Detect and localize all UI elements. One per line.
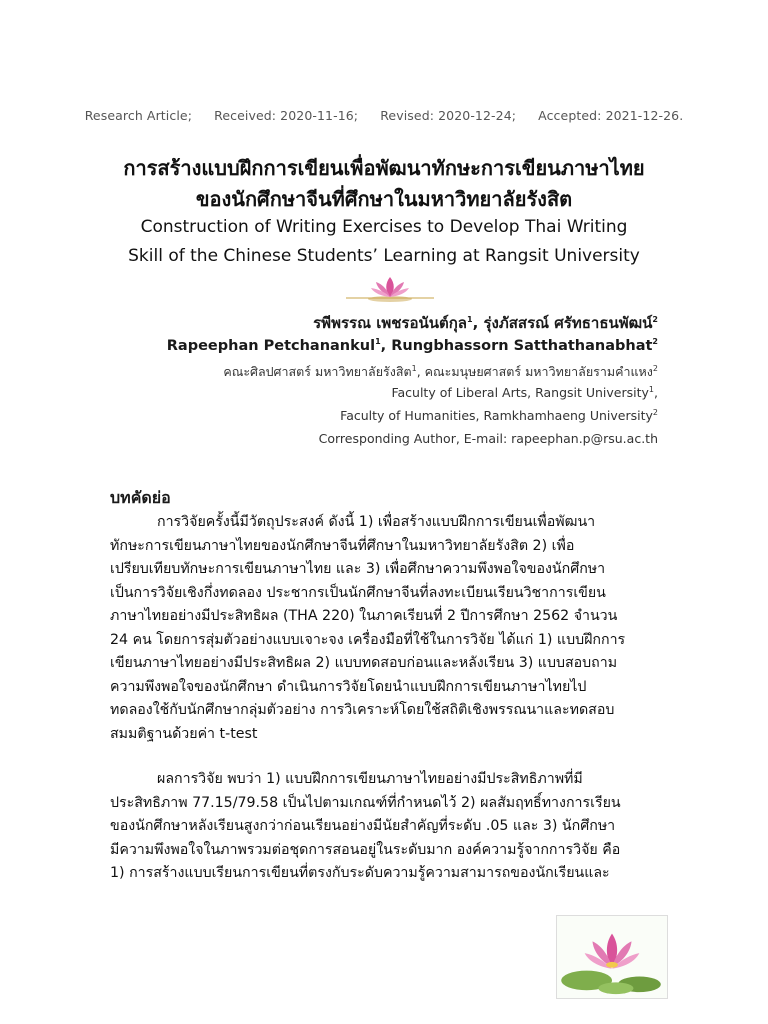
text-line: ทักษะการเขียนภาษาไทยของนักศึกษาจีนที่ศึกษาในมหาวิทยาลัยรังสิต 2) เพื่อ xyxy=(110,537,575,554)
abstract-paragraph-1 xyxy=(110,511,658,746)
affiliation-english-2: Faculty of Humanities, Ramkhamhaeng University$^2$ xyxy=(340,408,658,424)
text-line: 1) การสร้างแบบเรียนการเขียนที่ตรงกับระดับความรู้ความสามารถของนักเรียนและ xyxy=(110,865,610,881)
text-line: เปรียบเทียบทักษะการเขียนภาษาไทย และ 3) เพื่อศึกษาความพึงพอใจของนักศึกษา xyxy=(110,561,606,577)
abstract-paragraph-2 xyxy=(110,768,658,886)
article-meta xyxy=(0,108,768,123)
text-line: เขียนภาษาไทยอย่างมีประสิทธิผล 2) แบบทดสอบก่อนและหลังเรียน 3) แบบสอบถาม xyxy=(110,655,618,671)
abstract-heading: บทคัดย่อ xyxy=(110,488,171,507)
authors-thai: รพีพรรณ เพชรอนันต์กุล$^1$, รุ่งภัสสรณ์ ศรัทธาธนพัฒน์$^2$ xyxy=(313,314,658,332)
text-line: ผลการวิจัย พบว่า 1) แบบฝึกการเขียนภาษาไทยอย่างมีประสิทธิภาพที่มี xyxy=(157,771,583,787)
revised-date: Revised: 2020-12-24; xyxy=(380,108,517,123)
text-line: ของนักศึกษาหลังเรียนสูงกว่าก่อนเรียนอย่างมีนัยสำคัญที่ระดับ .05 และ 3) นักศึกษา xyxy=(110,818,616,834)
text-line: 24 คน โดยการสุ่มตัวอย่างแบบเจาะจง เครื่องมือที่ใช้ในการวิจัย ได้แก่ 1) แบบฝึกการ xyxy=(110,631,626,648)
text-line: ทดลองใช้กับนักศึกษากลุ่มตัวอย่าง การวิเคราะห์โดยใช้สถิติเชิงพรรณนาและทดสอบ xyxy=(110,702,615,718)
text-line: เป็นการวิจัยเชิงกึ่งทดลอง ประชากรเป็นนักศึกษาจีนที่ลงทะเบียนเรียนวิชาการเขียน xyxy=(110,584,606,601)
text-line: การวิจัยครั้งนี้มีวัตถุประสงค์ ดังนี้ 1) เพื่อสร้างแบบฝึกการเขียนเพื่อพัฒนา xyxy=(157,514,596,530)
text-line: สมมติฐานด้วยค่า t-test xyxy=(110,725,258,742)
title-thai-line1: การสร้างแบบฝึกการเขียนเพื่อพัฒนาทักษะการเขียนภาษาไทย xyxy=(123,156,645,180)
corresponding-author: Corresponding Author, E-mail: rapeephan.p@rsu.ac.th xyxy=(318,431,658,446)
text-line: ภาษาไทยอย่างมีประสิทธิผล (THA 220) ในภาคเรียนที่ 2 ปีการศึกษา 2562 จำนวน xyxy=(110,608,618,624)
text-line: มีความพึงพอใจในภาพรวมต่อชุดการสอนอยู่ในระดับมาก องค์ความรู้จากการวิจัย คือ xyxy=(110,841,621,858)
title-thai-line2: ของนักศึกษาจีนที่ศึกษาในมหาวิทยาลัยรังสิต xyxy=(195,187,573,211)
received-date: Received: 2020-11-16; xyxy=(214,108,359,123)
lotus-ornament-icon xyxy=(344,273,436,305)
affiliation-thai: คณะศิลปศาสตร์ มหาวิทยาลัยรังสิต$^1$, คณะมนุษยศาสตร์ มหาวิทยาลัยรามคำแหง$^2$ xyxy=(223,363,658,379)
accepted-date: Accepted: 2021-12-26. xyxy=(538,108,684,123)
title-english-line2: Skill of the Chinese Students’ Learning at Rangsit University xyxy=(128,246,640,266)
title-english-line1: Construction of Writing Exercises to Develop Thai Writing xyxy=(140,217,628,237)
text-line: ประสิทธิภาพ 77.15/79.58 เป็นไปตามเกณฑ์ที่กำหนดไว้ 2) ผลสัมฤทธิ์ทางการเรียน xyxy=(110,794,621,811)
text-line: ความพึงพอใจของนักศึกษา ดำเนินการวิจัยโดยนำแบบฝึกการเขียนภาษาไทยไป xyxy=(110,678,587,695)
affiliation-english-1: Faculty of Liberal Arts, Rangsit University$^1$, xyxy=(391,385,658,401)
article-type: Research Article; xyxy=(84,108,193,123)
authors-english: Rapeephan Petchanankul$^1$, Rungbhassorn Satthathanabhat$^2$ xyxy=(166,337,658,354)
lotus-flower-illustration-icon xyxy=(556,915,668,999)
